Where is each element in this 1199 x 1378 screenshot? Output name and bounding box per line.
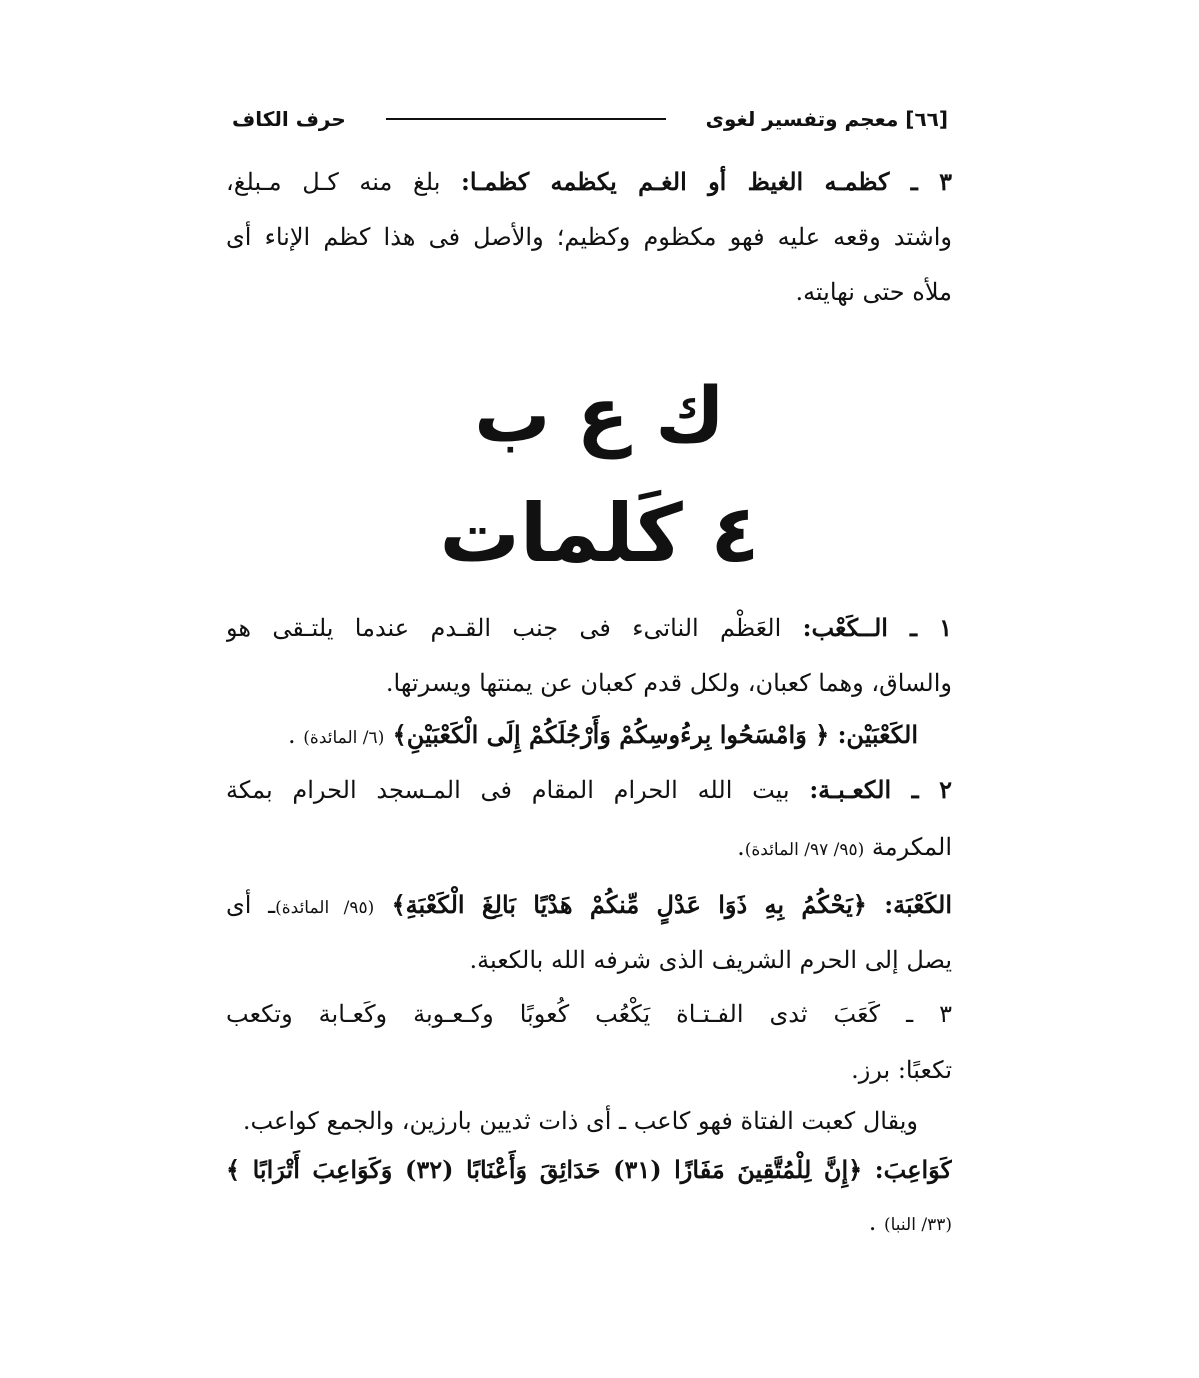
intro-paragraph <box>226 154 952 320</box>
entries-block <box>226 600 952 1251</box>
root-letters: ك ع ب <box>474 370 725 459</box>
quran-citation-line: الكَعْبَيْن: ﴿ وَامْسَحُوا بِرءُوسِكُمْ وَأَرْجُلَكُمْ إِلَى الْكَعْبَيْنِ﴾ (٦/ المائدة) . <box>288 720 918 749</box>
intro-line: ٣ ـ كظمـه الغيظ أو الغـم يكظمه كظمـا: بلغ منه كـل مـبلغ، <box>226 167 952 196</box>
entry-line: (٣٣/ النبا) . <box>868 1208 952 1236</box>
page-title: [٦٦] معجم وتفسير لغوى <box>705 107 948 131</box>
entry-line: تكعبًا: برز. <box>851 1056 952 1084</box>
entry-line: ويقال كعبت الفتاة فهو كاعب ـ أى ذات ثديين بارزين، والجمع كواعب. <box>242 1107 918 1135</box>
entry-line: والساق، وهما كعبان، ولكل قدم كعبان عن يمنتها ويسرتها. <box>385 669 952 697</box>
entry-line: المكرمة (٩٥/ ٩٧/ المائدة). <box>737 833 952 861</box>
section-title: حرف الكاف <box>232 107 346 131</box>
quran-citation-line: الكَعْبَة: ﴿يَحْكُمُ بِهِ ذَوَا عَدْلٍ مِّنكُمْ هَدْيًا بَالِغَ الْكَعْبَةِ﴾ (٩٥/ المائدة)ـ أى <box>226 890 952 919</box>
intro-line: ملأه حتى نهايته. <box>795 278 952 306</box>
intro-line: واشتد وقعه عليه فهو مكظوم وكظيم؛ والأصل فى هذا كظم الإناء أى <box>226 223 952 251</box>
entry-line: ٢ ـ الكعـبـة: بيت الله الحرام المقام فى المـسجد الحرام بمكة <box>226 775 952 804</box>
header-rule <box>386 118 666 120</box>
page-header <box>232 104 948 134</box>
entry-line: ١ ـ الــكَعْب: العَظْم الناتىء فى جنب القـدم عندما يلتـقى هو <box>226 613 952 642</box>
quran-citation-line: كَوَاعِبَ: ﴿إِنَّ لِلْمُتَّقِينَ مَفَازًا (٣١) حَدَائِقَ وَأَعْنَابًا (٣٢) وَكَوَاعِبَ أَتْرَابًا ﴾ <box>226 1155 952 1184</box>
entry-line: ٣ ـ كَعَبَ ثدى الفـتـاة يَكْعُب كُعوبًا وكـعـوبة وكَعـابة وتكعب <box>226 1000 952 1028</box>
word-count: ٤ كَلمات <box>439 487 760 580</box>
entry-line: يصل إلى الحرم الشريف الذى شرفه الله بالكعبة. <box>469 946 952 974</box>
